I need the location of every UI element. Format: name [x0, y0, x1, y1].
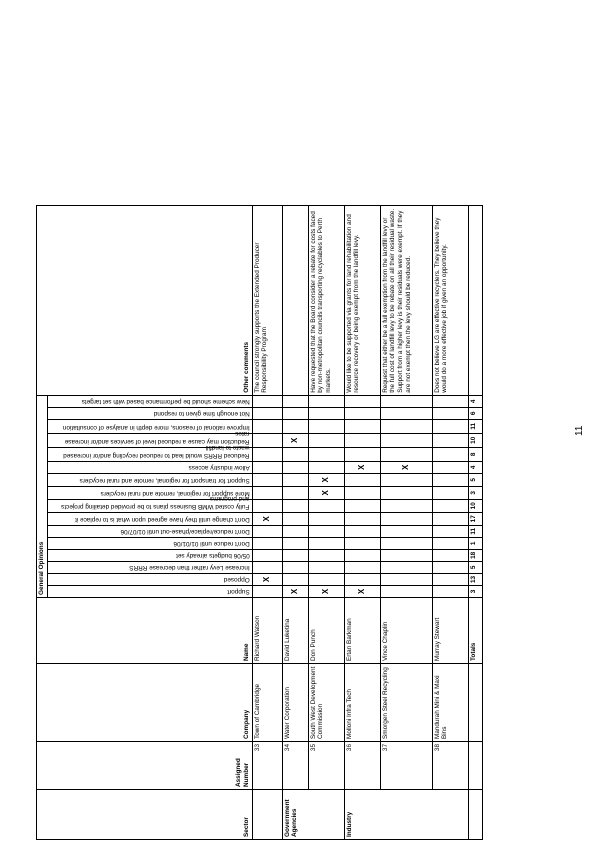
opinion-column-header [47, 461, 252, 473]
opinion-cell [282, 395, 308, 407]
opinion-cell [252, 407, 282, 419]
x-mark: X [308, 486, 344, 499]
opinion-cell [380, 499, 432, 512]
assigned-number-cell: 35 [308, 742, 344, 790]
opinion-column-header [47, 395, 252, 407]
opinion-cell [432, 549, 468, 561]
opinion-column-label: New scheme should be performance based with set targets [81, 397, 250, 405]
opinion-column-label: Fully costed WMB Business plans to be provided detailing projects and programs [61, 495, 250, 510]
opinion-cell [344, 486, 380, 499]
totals-label: Totals [468, 598, 482, 664]
x-mark: X [282, 586, 308, 598]
opinion-column-header [47, 537, 252, 549]
opinion-cell [380, 407, 432, 419]
sector-cell-blank [252, 790, 282, 840]
opinion-cell [282, 537, 308, 549]
name-header: Name [37, 598, 253, 664]
total-value: 18 [468, 549, 482, 561]
opinion-cell [252, 461, 282, 473]
opinion-cell [344, 395, 380, 407]
other-comments-cell: Does not believe LG are effective recyclers. They believe they would do a more effective job if given an opportunity. [432, 205, 468, 395]
opinion-cell [432, 586, 468, 598]
opinion-cell [344, 573, 380, 585]
assigned-number-cell: 36 [344, 742, 380, 790]
total-value: 11 [468, 525, 482, 537]
company-cell: Water Corporation [282, 664, 308, 742]
opinion-cell [282, 549, 308, 561]
company-cell: Mandurah Mini & Maxi Bins [432, 664, 468, 742]
x-mark: X [252, 573, 282, 585]
opinion-cell [308, 537, 344, 549]
opinion-cell [252, 447, 282, 461]
total-value: 8 [468, 447, 482, 461]
opinion-column-header [47, 586, 252, 598]
opinion-cell [282, 561, 308, 573]
name-cell: Don Punch [308, 598, 344, 664]
opinion-cell [282, 473, 308, 486]
opinion-cell [252, 395, 282, 407]
opinion-cell [282, 407, 308, 419]
opinion-cell [432, 537, 468, 549]
opinion-cell [282, 512, 308, 525]
opinion-column-header [47, 486, 252, 499]
other-comments-cell: The council strongly supports the Extended Producer Responsibility Program [252, 205, 282, 395]
opinion-column-label: Reduced RRRS would lead to reduced recycling and/or increased waste to landfill [63, 444, 250, 459]
opinion-column-header [47, 444, 252, 461]
opinion-column-label: Support [227, 588, 250, 595]
opinion-cell [432, 499, 468, 512]
opinion-column-header [47, 561, 252, 573]
other-comments-cell: Have requested that the Board consider a rebate for costs faced by non-metropolitan councils transporting recyclables to Perth markets. [308, 205, 344, 395]
name-cell: David Luketina [282, 598, 308, 664]
opinion-column-label: 05/06 budgets already set [176, 551, 250, 559]
x-mark: X [252, 512, 282, 525]
opinion-cell [344, 499, 380, 512]
opinion-column-label: More support for regional, remote and rural recyclers [100, 489, 250, 497]
sector-cell-government: Government Agencies [282, 790, 344, 840]
total-value: 3 [468, 486, 482, 499]
opinion-cell [252, 537, 282, 549]
opinion-cell [380, 573, 432, 585]
opinion-cell [432, 473, 468, 486]
opinion-cell [252, 433, 282, 447]
company-cell: Smorgen Steel Recycling [380, 664, 432, 742]
totals-row [468, 205, 482, 839]
opinion-column-label: Don't reduce/replace/phase-out until 01/07/06 [120, 527, 250, 535]
opinion-cell [380, 549, 432, 561]
table-row [282, 205, 308, 839]
opinion-cell [432, 573, 468, 585]
opinion-column-header [47, 525, 252, 537]
opinion-column-label: Allow industry access [188, 463, 250, 471]
total-value: 4 [468, 395, 482, 407]
x-mark: X [308, 586, 344, 598]
company-cell: Town of Cambridge [252, 664, 282, 742]
total-value: 3 [468, 586, 482, 598]
opinion-column-header [47, 419, 252, 433]
opinion-cell [308, 433, 344, 447]
company-header: Company [37, 664, 253, 742]
opinion-column-label: Reduction may cause a reduced level of services and/or increase rates [64, 430, 250, 445]
opinion-cell [252, 473, 282, 486]
table-body [37, 205, 483, 839]
table-row [308, 205, 344, 839]
opinion-cell [308, 419, 344, 433]
opinion-cell [282, 419, 308, 433]
opinion-cell [380, 586, 432, 598]
opinions-table [36, 205, 483, 840]
sector-cell-industry: Industry [344, 790, 468, 840]
totals-blank-cell [468, 742, 482, 790]
opinion-cell [432, 419, 468, 433]
name-cell: Vince Chaplin [380, 598, 432, 664]
totals-blank-cell [468, 664, 482, 742]
opinion-cell [308, 407, 344, 419]
page-number: 11 [574, 425, 585, 436]
company-cell: South West Development Commission [308, 664, 344, 742]
x-mark: X [344, 586, 380, 598]
opinion-cell [432, 525, 468, 537]
opinion-cell [282, 573, 308, 585]
assigned-number-header: Assigned Number [37, 742, 253, 790]
opinion-cell [308, 512, 344, 525]
opinion-cell [380, 395, 432, 407]
assigned-number-cell: 33 [252, 742, 282, 790]
table-row [344, 205, 380, 839]
opinion-cell [344, 512, 380, 525]
x-mark: X [344, 461, 380, 473]
opinion-cell [282, 499, 308, 512]
opinion-column-header [47, 430, 252, 447]
opinion-cell [252, 561, 282, 573]
totals-blank-cell [468, 790, 482, 840]
opinion-cell [380, 512, 432, 525]
name-cell: Ertan Barkman [344, 598, 380, 664]
total-value: 13 [468, 573, 482, 585]
opinion-cell [432, 395, 468, 407]
opinion-column-label: Don't reduce until 01/01/06 [173, 539, 250, 547]
opinion-cell [282, 525, 308, 537]
opinion-column-label: Opposed [223, 576, 250, 583]
opinion-cell [344, 561, 380, 573]
name-cell: Richard Watson [252, 598, 282, 664]
opinion-cell [252, 486, 282, 499]
total-value: 4 [468, 461, 482, 473]
total-value: 5 [468, 561, 482, 573]
opinion-cell [344, 419, 380, 433]
opinion-cell [344, 473, 380, 486]
opinion-cell [252, 586, 282, 598]
opinion-cell [282, 447, 308, 461]
opinion-column-label: Don't change until they have agreed upon what is to replace it [75, 515, 250, 523]
opinion-cell [380, 433, 432, 447]
sector-header: Sector [37, 790, 253, 840]
opinion-cell [308, 549, 344, 561]
opinion-cell [344, 537, 380, 549]
opinion-cell [432, 486, 468, 499]
opinion-column-header [47, 407, 252, 419]
opinion-cell [432, 447, 468, 461]
table-row [252, 205, 282, 839]
x-mark: X [308, 473, 344, 486]
opinion-column-header [47, 473, 252, 486]
opinion-cell [432, 461, 468, 473]
opinion-cell [344, 407, 380, 419]
opinion-cell [252, 419, 282, 433]
opinion-cell [380, 561, 432, 573]
opinion-column-header [47, 573, 252, 585]
total-value: 17 [468, 512, 482, 525]
assigned-number-cell: 38 [432, 742, 468, 790]
x-mark: X [282, 433, 308, 447]
header-row-top [37, 205, 48, 839]
opinion-cell [432, 561, 468, 573]
opinion-cell [308, 499, 344, 512]
table-row [380, 205, 432, 839]
x-mark: X [380, 461, 432, 473]
opinion-cell [344, 433, 380, 447]
totals-blank-cell [468, 205, 482, 395]
assigned-number-cell: 37 [380, 742, 432, 790]
total-value: 10 [468, 433, 482, 447]
opinion-cell [344, 549, 380, 561]
opinion-cell [380, 473, 432, 486]
opinion-cell [252, 499, 282, 512]
table-row [432, 205, 468, 839]
opinion-cell [432, 407, 468, 419]
opinion-column-header [47, 495, 252, 512]
opinion-cell [380, 486, 432, 499]
total-value: 10 [468, 499, 482, 512]
name-cell: Murray Stewart [432, 598, 468, 664]
company-cell: Molloni Infra Tech [344, 664, 380, 742]
opinion-cell [308, 461, 344, 473]
opinion-cell [308, 573, 344, 585]
other-comments-cell [282, 205, 308, 395]
opinion-cell [308, 395, 344, 407]
opinion-cell [344, 525, 380, 537]
opinion-cell [380, 525, 432, 537]
other-comments-header: Other comments [37, 205, 253, 395]
opinion-cell [344, 447, 380, 461]
general-opinions-header: General Opinions [37, 395, 48, 597]
opinion-cell [380, 419, 432, 433]
opinion-column-label: Not enough time given to respond [153, 409, 250, 417]
other-comments-cell: Would like to be supported via grants for land rehabilitation and resource recovery or being exempt from the landfill levy. [344, 205, 380, 395]
assigned-number-cell: 34 [282, 742, 308, 790]
opinion-cell [380, 537, 432, 549]
opinion-cell [308, 561, 344, 573]
opinion-cell [282, 486, 308, 499]
total-value: 11 [468, 419, 482, 433]
opinion-column-label: Increase Levy rather than decrease RRRS [129, 563, 250, 571]
opinion-cell [432, 433, 468, 447]
opinion-column-header [47, 549, 252, 561]
opinion-column-label: Support for transport for regional, remote and rural recyclers [79, 476, 250, 484]
total-value: 1 [468, 537, 482, 549]
total-value: 5 [468, 473, 482, 486]
opinion-column-header [47, 512, 252, 525]
opinion-cell [252, 525, 282, 537]
opinion-cell [432, 512, 468, 525]
opinion-cell [282, 461, 308, 473]
other-comments-cell: Request that either be a full exemption from the landfill levy or the full cost of landfill levy to be rebate on all their residual waste. Support from a higher levy is their residuals were exempt. If they are not exempt then the levy should be reduced. [380, 205, 432, 395]
total-value: 6 [468, 407, 482, 419]
opinion-cell [380, 447, 432, 461]
opinion-cell [252, 549, 282, 561]
opinion-column-label: Improve rational of reasons, more depth in analyse of consultation [62, 423, 250, 431]
opinion-cell [308, 525, 344, 537]
opinion-cell [308, 447, 344, 461]
